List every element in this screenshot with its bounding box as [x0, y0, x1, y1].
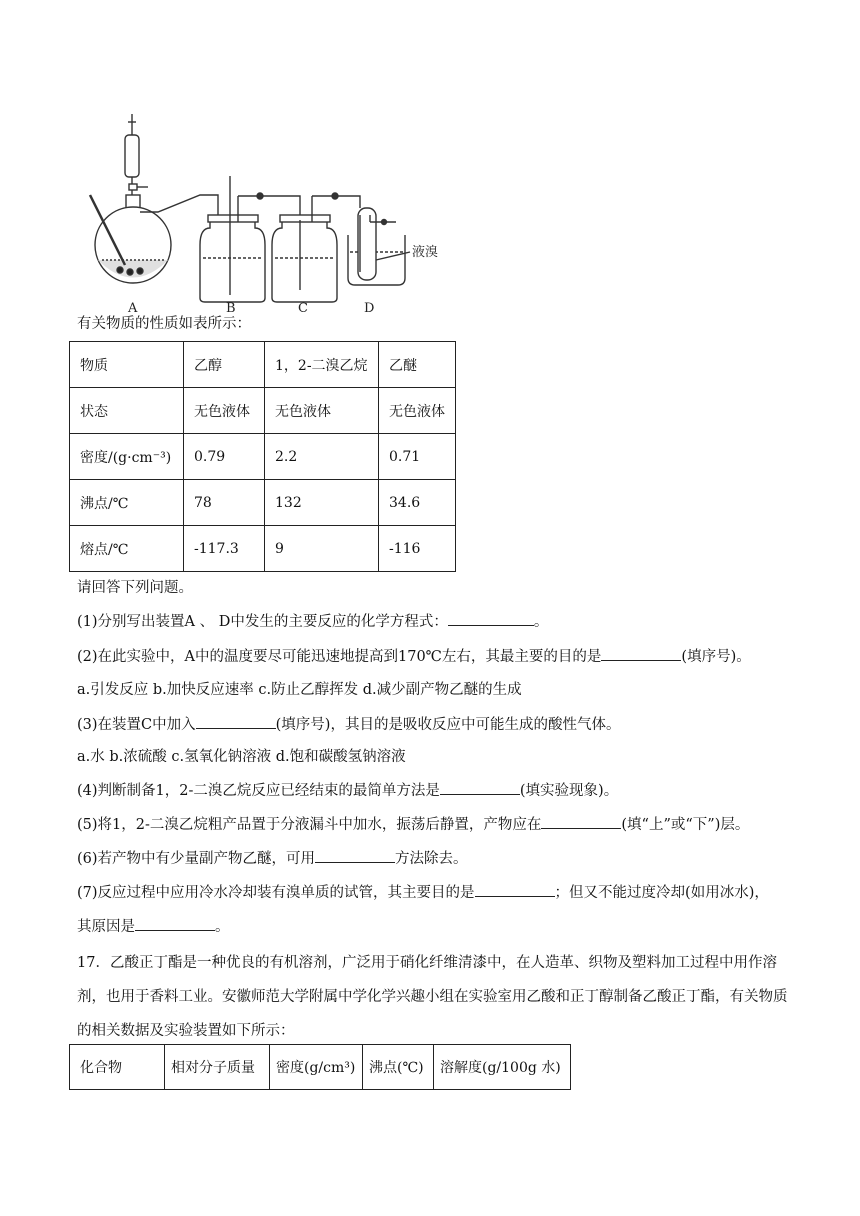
answer-blank	[135, 916, 215, 931]
properties-table	[69, 341, 456, 572]
table-cell: 状态	[70, 388, 184, 434]
table-row	[70, 480, 456, 526]
liquid-label: 液溴	[412, 245, 439, 260]
table-row	[70, 1045, 571, 1090]
table-row	[70, 388, 456, 434]
label-b: B	[226, 301, 236, 315]
table-cell: 1，2-二溴乙烷	[265, 342, 379, 388]
table-cell: 34.6	[379, 480, 456, 526]
question-7: (7)反应过程中应用冷水冷却装有溴单质的试管，其主要目的是 ；但又不能过度冷却(如用冰水)，	[77, 882, 769, 903]
table-cell: 无色液体	[184, 388, 265, 434]
table-row	[70, 342, 456, 388]
question-2-options: a.引发反应 b.加快反应速率 c.防止乙醇挥发 d.减少副产物乙醚的生成	[77, 682, 522, 698]
table-cell: 乙醚	[379, 342, 456, 388]
table-cell: 无色液体	[265, 388, 379, 434]
question-4: (4)判断制备1，2-二溴乙烷反应已经结束的最简单方法是 (填实验现象)。	[77, 780, 618, 801]
question-3-options: a.水 b.浓硫酸 c.氢氧化钠溶液 d.饱和碳酸氢钠溶液	[77, 749, 406, 765]
question-1: (1)分别写出装置A 、 D中发生的主要反应的化学方程式： 。	[77, 611, 548, 632]
answer-blank	[448, 611, 534, 626]
label-d: D	[364, 301, 375, 315]
table-cell: 密度/(g·cm⁻³)	[70, 434, 184, 480]
answer-blank	[196, 714, 276, 729]
table-cell: -116	[379, 526, 456, 572]
table-cell: 化合物	[70, 1045, 165, 1090]
table-cell: 2.2	[265, 434, 379, 480]
question-6: (6)若产物中有少量副产物乙醚，可用 方法除去。	[77, 848, 468, 869]
label-a: A	[128, 301, 138, 315]
prompt-text: 请回答下列问题。	[77, 580, 193, 596]
table-cell: 无色液体	[379, 388, 456, 434]
table-cell: 相对分子质量	[165, 1045, 270, 1090]
compound-data-table	[69, 1044, 571, 1090]
table-cell: -117.3	[184, 526, 265, 572]
table-cell: 0.79	[184, 434, 265, 480]
answer-blank	[475, 882, 555, 897]
question-2: (2)在此实验中，A中的温度要尽可能迅速地提高到170℃左右，其最主要的目的是 (填序号)。	[77, 646, 751, 667]
table-cell: 沸点(℃)	[363, 1045, 434, 1090]
answer-blank	[601, 646, 681, 661]
table-cell: 乙醇	[184, 342, 265, 388]
table-cell: 溶解度(g/100g 水)	[434, 1045, 571, 1090]
answer-blank	[315, 848, 395, 863]
label-c: C	[298, 301, 308, 315]
table-cell: 物质	[70, 342, 184, 388]
answer-blank	[440, 780, 520, 795]
table-cell: 0.71	[379, 434, 456, 480]
table-cell: 9	[265, 526, 379, 572]
table-cell: 熔点/℃	[70, 526, 184, 572]
apparatus-diagram	[60, 100, 460, 315]
table-cell: 78	[184, 480, 265, 526]
table-row	[70, 434, 456, 480]
problem-17-text: 17．乙酸正丁酯是一种优良的有机溶剂，广泛用于硝化纤维清漆中，在人造革、织物及塑料加工过程中用作溶剂，也用于香料工业。安徽师范大学附属中学化学兴趣小组在实验室用乙酸和正丁醇制备乙酸正丁酯，有关物质的相关数据及实验装置如下所示：	[77, 955, 788, 1039]
intro-text: 有关物质的性质如表所示：	[77, 316, 251, 332]
question-3: (3)在装置C中加入 (填序号)，其目的是吸收反应中可能生成的酸性气体。	[77, 714, 620, 735]
table-cell: 沸点/℃	[70, 480, 184, 526]
table-row	[70, 526, 456, 572]
table-cell: 132	[265, 480, 379, 526]
question-5: (5)将1，2-二溴乙烷粗产品置于分液漏斗中加水，振荡后静置，产物应在 (填“上”或“下”)层。	[77, 814, 749, 835]
answer-blank	[541, 814, 621, 829]
question-7-continued: 其原因是 。	[77, 916, 230, 937]
table-cell: 密度(g/cm³)	[270, 1045, 363, 1090]
